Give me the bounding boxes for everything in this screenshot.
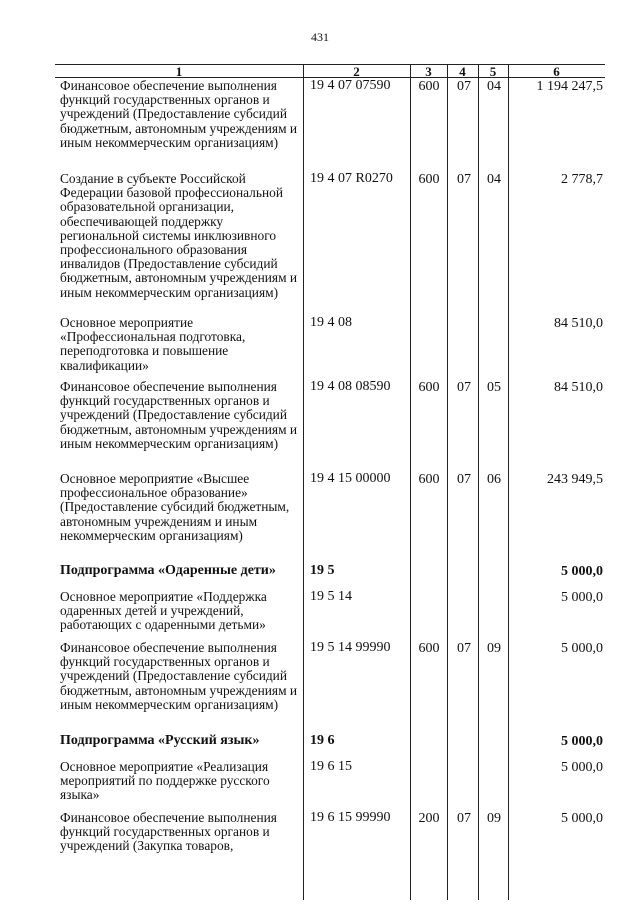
row-rz: 07 — [457, 380, 471, 395]
header-col-5: 5 — [489, 64, 497, 79]
row-name: Основное мероприятие «Реализация мероприятий по поддержке русского языка» — [60, 759, 270, 803]
column-divider — [478, 64, 479, 900]
row-sum: 5 000,0 — [561, 811, 603, 826]
row-pr: 05 — [487, 380, 501, 395]
row-code: 19 4 07 07590 — [310, 78, 391, 93]
row-code: 19 4 08 — [310, 315, 352, 330]
row-sum: 1 194 247,5 — [536, 79, 603, 94]
header-col-3: 3 — [425, 64, 432, 79]
row-vr: 600 — [418, 641, 440, 656]
row-name: Подпрограмма «Одаренные дети» — [60, 563, 276, 578]
page-number: 431 — [311, 30, 329, 44]
row-rz: 07 — [457, 641, 471, 656]
row-sum: 84 510,0 — [554, 380, 603, 395]
row-vr: 600 — [418, 472, 440, 487]
row-code: 19 4 08 08590 — [310, 379, 391, 394]
row-rz: 07 — [457, 172, 471, 187]
row-sum: 84 510,0 — [554, 316, 603, 331]
row-vr: 600 — [418, 380, 440, 395]
row-sum: 2 778,7 — [561, 172, 603, 187]
row-name: Основное мероприятие «Высшее профессиональное образование» (Предоставление субсидий бюджетным, автономным учреждениям и иным некоммерческим организациям) — [60, 471, 290, 543]
row-name: Финансовое обеспечение выполнения функций государственных органов и учреждений (Закупка товаров, — [60, 810, 277, 854]
row-pr: 09 — [487, 811, 501, 826]
column-divider — [447, 64, 448, 900]
row-code: 19 4 15 00000 — [310, 471, 391, 486]
row-sum: 5 000,0 — [561, 734, 603, 749]
row-name: Финансовое обеспечение выполнения функций государственных органов и учреждений (Предоставление субсидий бюджетным, автономным учреждениям и иным некоммерческим организациям) — [60, 379, 298, 451]
row-rz: 07 — [457, 811, 471, 826]
header-col-4: 4 — [459, 64, 466, 79]
row-code: 19 5 — [310, 563, 335, 578]
row-code: 19 5 14 — [310, 589, 352, 604]
row-name: Создание в субъекте Российской Федерации базовой профессиональной образовательной организации, обеспечивающей поддержку региональной системы инклюзивного профессионального образования инвалидов (Предоставление субсидий бюджетным, автономным учреждениям и иным некоммерческим организациям) — [60, 171, 298, 300]
row-vr: 200 — [418, 811, 440, 826]
row-vr: 600 — [418, 79, 440, 94]
row-code: 19 6 15 — [310, 759, 352, 774]
row-code: 19 5 14 99990 — [310, 640, 391, 655]
row-name: Основное мероприятие «Поддержка одаренных детей и учреждений, работающих с одаренными детьми» — [60, 589, 267, 633]
row-pr: 06 — [487, 472, 501, 487]
row-code: 19 4 07 R0270 — [310, 171, 393, 186]
row-pr: 09 — [487, 641, 501, 656]
column-divider — [303, 64, 304, 900]
row-sum: 5 000,0 — [561, 760, 603, 775]
row-sum: 5 000,0 — [561, 590, 603, 605]
row-pr: 04 — [487, 79, 501, 94]
row-rz: 07 — [457, 472, 471, 487]
row-sum: 5 000,0 — [561, 564, 603, 579]
header-col-6: 6 — [553, 64, 560, 79]
row-vr: 600 — [418, 172, 440, 187]
column-divider — [508, 64, 509, 900]
row-pr: 04 — [487, 172, 501, 187]
row-name: Подпрограмма «Русский язык» — [60, 733, 260, 748]
row-sum: 243 949,5 — [547, 472, 603, 487]
row-name: Основное мероприятие «Профессиональная подготовка, переподготовка и повышение квалификации» — [60, 315, 246, 373]
header-col-2: 2 — [353, 64, 360, 79]
row-code: 19 6 15 99990 — [310, 810, 391, 825]
row-sum: 5 000,0 — [561, 641, 603, 656]
row-rz: 07 — [457, 79, 471, 94]
row-name: Финансовое обеспечение выполнения функций государственных органов и учреждений (Предоставление субсидий бюджетным, автономным учреждениям и иным некоммерческим организациям) — [60, 78, 298, 150]
row-name: Финансовое обеспечение выполнения функций государственных органов и учреждений (Предоставление субсидий бюджетным, автономным учреждениям и иным некоммерческим организациям) — [60, 640, 298, 712]
header-col-1: 1 — [175, 64, 183, 79]
row-code: 19 6 — [310, 733, 335, 748]
column-divider — [410, 64, 411, 900]
